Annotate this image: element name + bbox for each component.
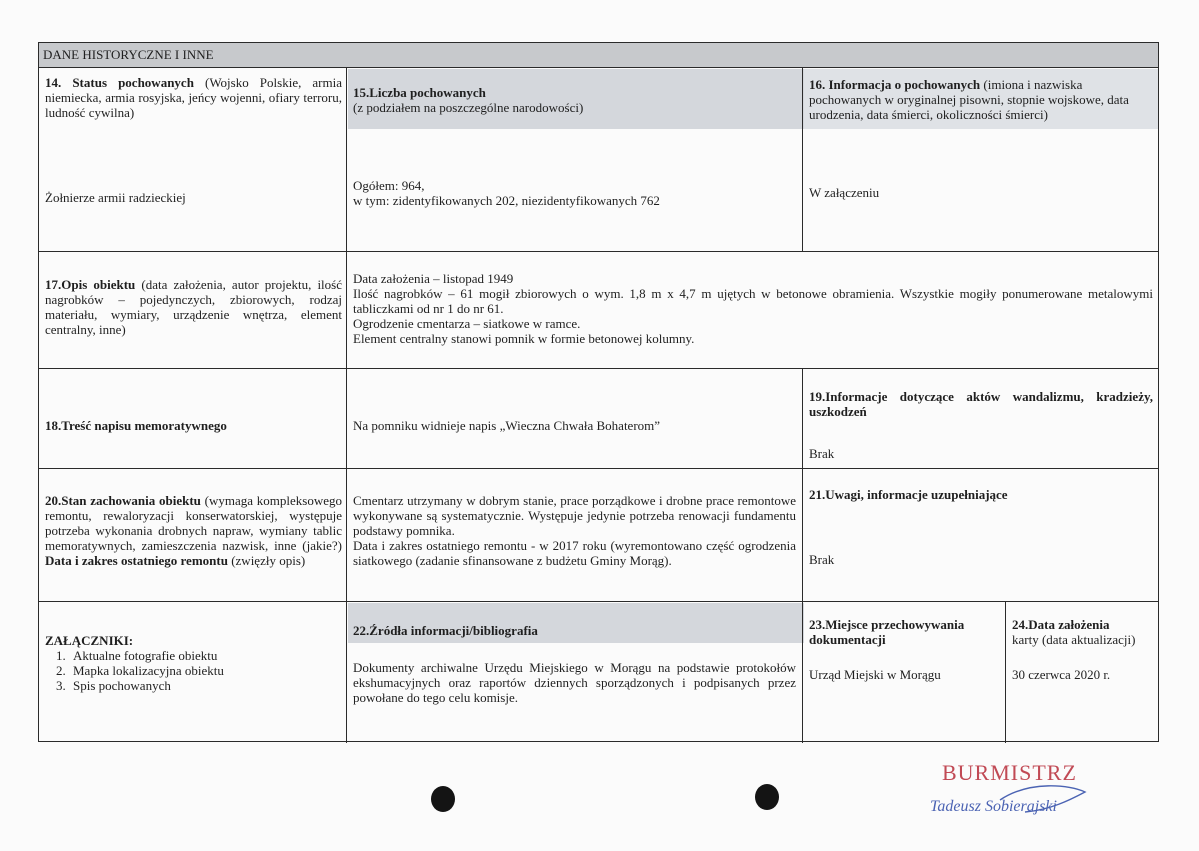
field-20-desc: (wymaga kompleksowego remontu, rewaloryzacji konserwatorskiej, występuje potrzeba wykonania drobnych napraw, wymiany tablic memoratywnych, zamieszczenia nazwisk, inne (jakie?) [45,493,342,553]
field-22-value: Dokumenty archiwalne Urzędu Miejskiego w Morągu na podstawie protokołów ekshumacyjnych oraz raportów dziennych sporządzonych i podpisanych przez powołane do tego celu komisje. [353,660,796,705]
field-20-title2: Data i zakres ostatniego remontu [45,553,228,568]
field-19-label: 19.Informacje dotyczące aktów wandalizmu, kradzieży, uszkodzeń [809,389,1153,419]
form-sheet [38,42,1159,742]
section-header: DANE HISTORYCZNE I INNE [39,43,1158,68]
punch-hole [755,784,779,810]
field-14-label [41,73,346,122]
field-17-line-3: Ogrodzenie cmentarza – siatkowe w ramce. [353,316,581,331]
field-21-value: Brak [809,552,835,567]
list-item: 3. Spis pochowanych [69,678,342,693]
field-16-title: 16. Informacja o pochowanych [809,77,981,92]
field-15-total: Ogółem: 964, [353,178,425,193]
attachments-block [41,631,346,695]
list-item: 1. Aktualne fotografie obiektu [69,648,342,663]
field-16-desc: (imiona i nazwiska pochowanych w oryginalnej pisowni, stopnie wojskowe, data urodzenia, data śmierci, okoliczności śmierci) [809,77,1129,122]
col-divider [346,468,347,601]
field-20-desc2: (zwięzły opis) [231,553,306,568]
field-16-value: W załączeniu [809,185,880,200]
field-22-label: 22.Źródła informacji/bibliografia [353,623,538,638]
list-item: 2. Mapka lokalizacyjna obiektu [69,663,342,678]
field-15-desc: (z podziałem na poszczególne narodowości) [353,100,584,115]
col-divider [346,368,347,468]
field-17-line-2: Ilość nagrobków – 61 mogił zbiorowych o wym. 1,8 m x 4,7 m ujętych w betonowe obramienia. Wszystkie mogiły ponumerowane metalowymi tabliczkami od nr 1 do nr 61. [353,286,1153,316]
attachments-list [45,648,342,693]
signature-stroke [930,760,1090,830]
field-20-label [41,491,346,570]
field-14-value: Żołnierze armii radzieckiej [45,190,186,205]
field-17-value [349,269,1157,348]
row-divider [39,368,1158,369]
row-divider [39,601,1158,602]
field-15-value [349,176,799,210]
col-divider [802,601,803,743]
col-divider [346,251,347,368]
field-14-desc: (Wojsko Polskie, armia niemiecka, armia rosyjska, jeńcy wojenni, ofiary terroru, ludność cywilna) [45,75,342,120]
field-18-label: 18.Treść napisu memoratywnego [45,418,227,433]
col-divider [1005,601,1006,743]
field-24-title: 24.Data założenia [1012,617,1110,632]
field-21-label: 21.Uwagi, informacje uzupełniające [809,487,1008,502]
stamp-signature: Tadeusz Sobierajski [930,798,1057,815]
field-24-value: 30 czerwca 2020 r. [1012,667,1111,682]
field-20-title: 20.Stan zachowania obiektu [45,493,201,508]
field-18-value: Na pomniku widnieje napis „Wieczna Chwała Bohaterom” [353,418,661,433]
field-17-desc: (data założenia, autor projektu, ilość nagrobków – pojedynczych, zbiorowych, rodzaj materiału, wymiary, urządzenie wnętrza, element centralny, inne) [45,277,342,337]
row-divider [39,251,1158,252]
field-20-value [349,491,800,570]
field-15-label [349,83,799,117]
row-divider [39,468,1158,469]
punch-hole [431,786,455,812]
stamp-title: BURMISTRZ [942,760,1077,785]
field-17-line-4: Element centralny stanowi pomnik w formie betonowej kolumny. [353,331,695,346]
col-divider [346,601,347,743]
field-20-value-1: Cmentarz utrzymany w dobrym stanie, prace porządkowe i drobne prace remontowe wykonywane są systematycznie. Występuje jedynie potrzeba renowacji fundamentu podstawy pomnika. [353,493,796,538]
attachments-title: ZAŁĄCZNIKI: [45,633,134,648]
field-14-title: 14. Status pochowanych [45,75,194,90]
field-19-value: Brak [809,446,835,461]
col-divider [802,468,803,601]
field-23-label: 23.Miejsce przechowywania dokumentacji [809,617,965,647]
field-17-line-1: Data założenia – listopad 1949 [353,271,514,286]
field-24-label [1008,615,1158,649]
field-15-title: 15.Liczba pochowanych [353,85,486,100]
field-24-desc: karty (data aktualizacji) [1012,632,1136,647]
field-15-breakdown: w tym: zidentyfikowanych 202, niezidentyfikowanych 762 [353,193,660,208]
field-16-label [805,75,1157,124]
col-divider [802,368,803,468]
field-17-title: 17.Opis obiektu [45,277,136,292]
field-23-value: Urząd Miejski w Morągu [809,667,941,682]
field-20-value-2: Data i zakres ostatniego remontu - w 2017 roku (wyremontowano część ogrodzenia siatkowego (zadanie sfinansowane z budżetu Gminy Morąg). [353,538,796,568]
mayor-stamp [930,760,1090,830]
field-17-label [41,275,346,339]
col-divider [802,68,803,251]
col-divider [346,68,347,251]
